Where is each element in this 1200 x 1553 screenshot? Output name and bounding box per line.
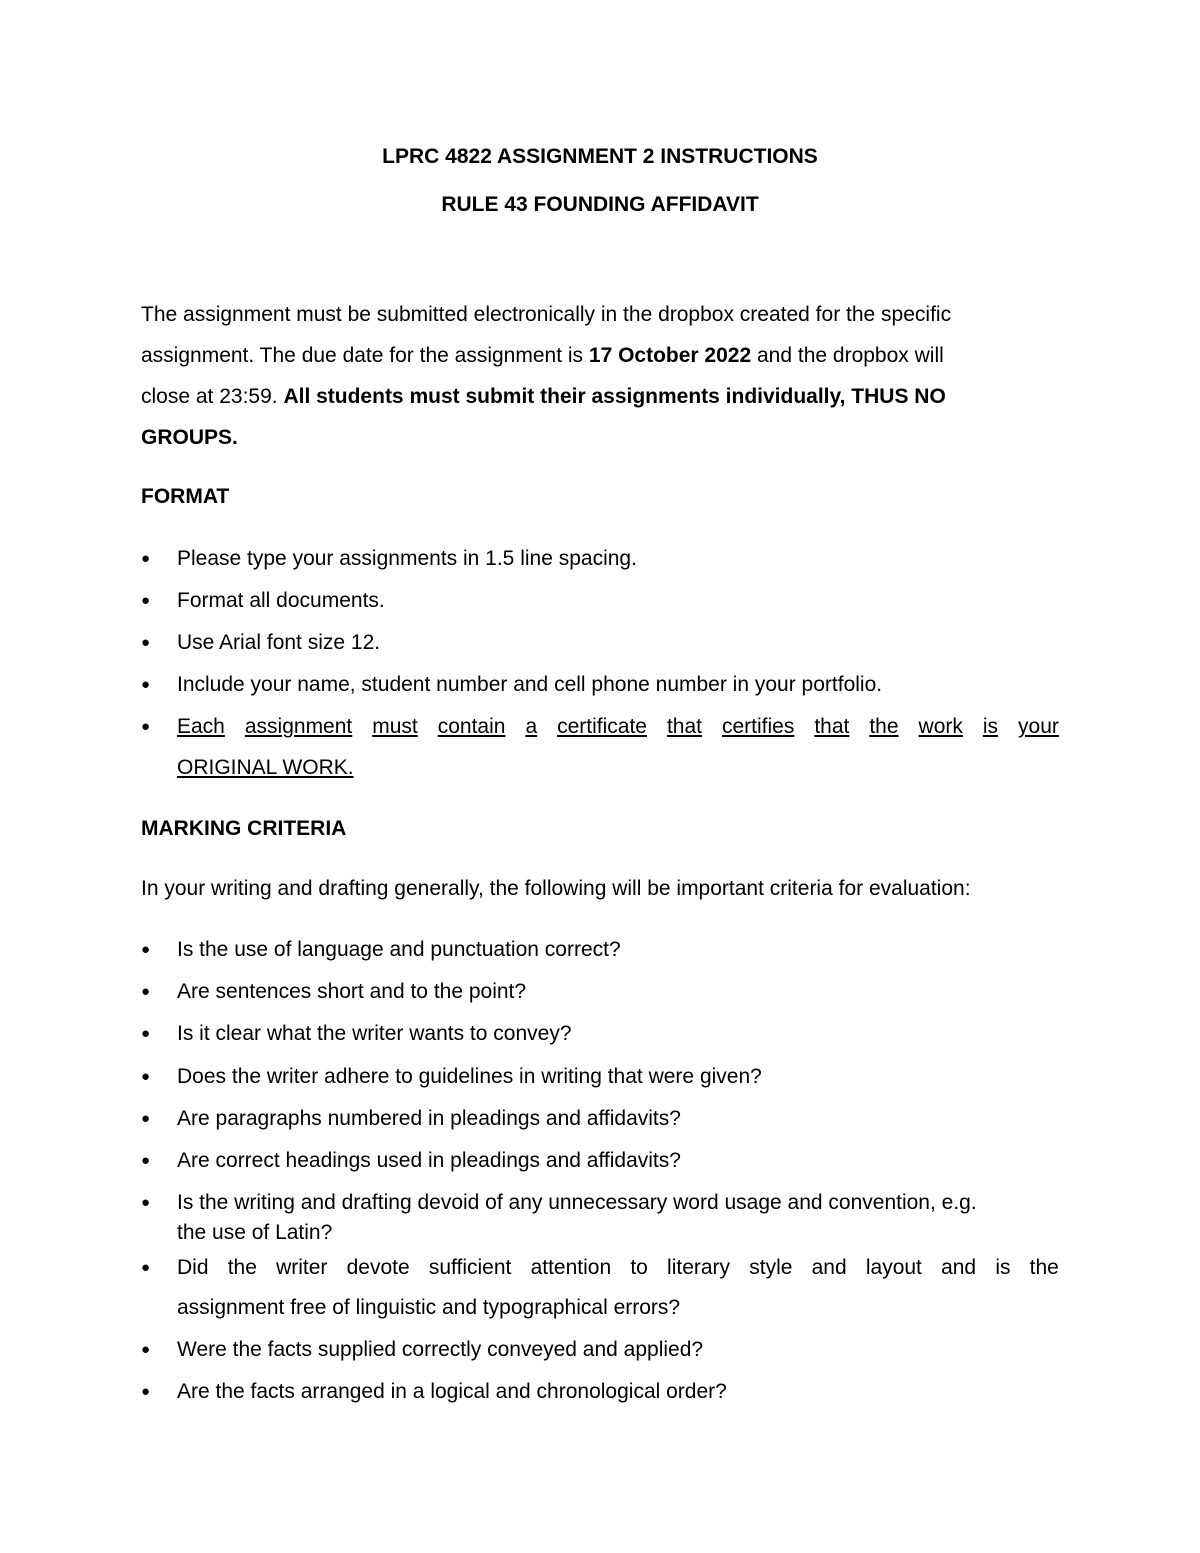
justified-word: the [227, 1256, 257, 1279]
bullet-icon: ● [141, 1152, 151, 1169]
intro-line-1: The assignment must be submitted electronically in the dropbox created for the specific [141, 303, 952, 326]
justified-word: that [666, 715, 702, 738]
justified-word: to [630, 1256, 648, 1279]
intro-line-4: GROUPS. [141, 426, 238, 449]
individual-notice: All students must submit their assignments individually, THUS NO [283, 385, 946, 408]
justified-word: and [941, 1256, 977, 1279]
bullet-icon: ● [141, 941, 151, 958]
bullet-icon: ● [141, 718, 151, 735]
justified-word: attention [530, 1256, 612, 1279]
bullet-icon: ● [141, 634, 151, 651]
bullet-icon: ● [141, 1025, 151, 1042]
bullet-icon: ● [141, 676, 151, 693]
justified-word: layout [865, 1256, 922, 1279]
justified-word: must [372, 715, 418, 738]
justified-word: Did [177, 1256, 209, 1279]
justified-word: your [1018, 715, 1059, 738]
justified-word: and [811, 1256, 847, 1279]
bullet-icon: ● [141, 550, 151, 567]
justified-word: a [525, 715, 538, 738]
bullet-icon: ● [141, 1259, 151, 1276]
justified-word: the [869, 715, 899, 738]
justified-word: is [982, 715, 999, 738]
justified-word: certifies [721, 715, 795, 738]
marking-intro: In your writing and drafting generally, the following will be important criteria for evaluation: [141, 877, 971, 900]
justified-word: devote [346, 1256, 410, 1279]
bullet-icon: ● [141, 1194, 151, 1211]
due-date: 17 October 2022 [588, 344, 752, 367]
bullet-icon: ● [141, 983, 151, 1000]
intro-line-3: close at 23:59. All students must submit their assignments individually, THUS NO [141, 385, 946, 408]
justified-word: the [1029, 1256, 1059, 1279]
bullet-icon: ● [141, 1341, 151, 1358]
justified-word: contain [437, 715, 506, 738]
justified-word: writer [276, 1256, 328, 1279]
intro-line-2: assignment. The due date for the assignment is 17 October 2022 and the dropbox will [141, 344, 944, 367]
bullet-icon: ● [141, 592, 151, 609]
justified-word: work [918, 715, 963, 738]
document-subtitle: RULE 43 FOUNDING AFFIDAVIT [441, 193, 759, 216]
justified-word: sufficient [428, 1256, 512, 1279]
justified-word: that [814, 715, 850, 738]
justified-word: assignment [244, 715, 353, 738]
bullet-icon: ● [141, 1383, 151, 1400]
justified-word: Each [177, 715, 225, 738]
document-page: LPRC 4822 ASSIGNMENT 2 INSTRUCTIONS RULE 43 FOUNDING AFFIDAVIT The assignment must be submitted electronically in the dropbox created for the specific assignment. The due date for the assignment is 17 October 2022 and the dropbox will close at 23:59. All students must submit their assignments individually, THUS NO GROUPS. FORMAT ● Please type your assignments in 1.5 line spacing. ● Format all documents. ● Use Arial font size 12. ● Include your name, student number and cell phone number in your portfolio. ● Each assignment must contain a certificate that certifies that the work is your ORIGINAL WORK. MARKING CRITERIA In your writing and drafting generally, the following will be important criteria for evaluation: ● Is the use of language and punctuation correct? ● Are sentences short and to the point? ● Is it clear what the writer wants to convey? ● Does the writer adhere to guidelines in writing that were given? ● Are paragraphs numbered in pleadings and affidavits? ● Are correct headings used in pleadings and affidavits? ● Is the writing and drafting devoid of any unnecessary word usage and convention, e.g. the use of Latin? ● Did the writer devote sufficient attention to literary style and layout and is the assignment free of linguistic and typographical errors? ● Were the facts supplied correctly conveyed and applied? ● Are the facts arranged in a logical and chronological order? [0, 0, 1200, 1553]
marking-heading: MARKING CRITERIA [141, 817, 347, 840]
justified-word: style [749, 1256, 793, 1279]
bullet-icon: ● [141, 1068, 151, 1085]
format-heading: FORMAT [141, 485, 230, 508]
bullet-icon: ● [141, 1110, 151, 1127]
justified-word: certificate [557, 715, 647, 738]
document-title: LPRC 4822 ASSIGNMENT 2 INSTRUCTIONS [382, 145, 818, 168]
justified-word: is [995, 1256, 1011, 1279]
justified-word: literary [667, 1256, 731, 1279]
